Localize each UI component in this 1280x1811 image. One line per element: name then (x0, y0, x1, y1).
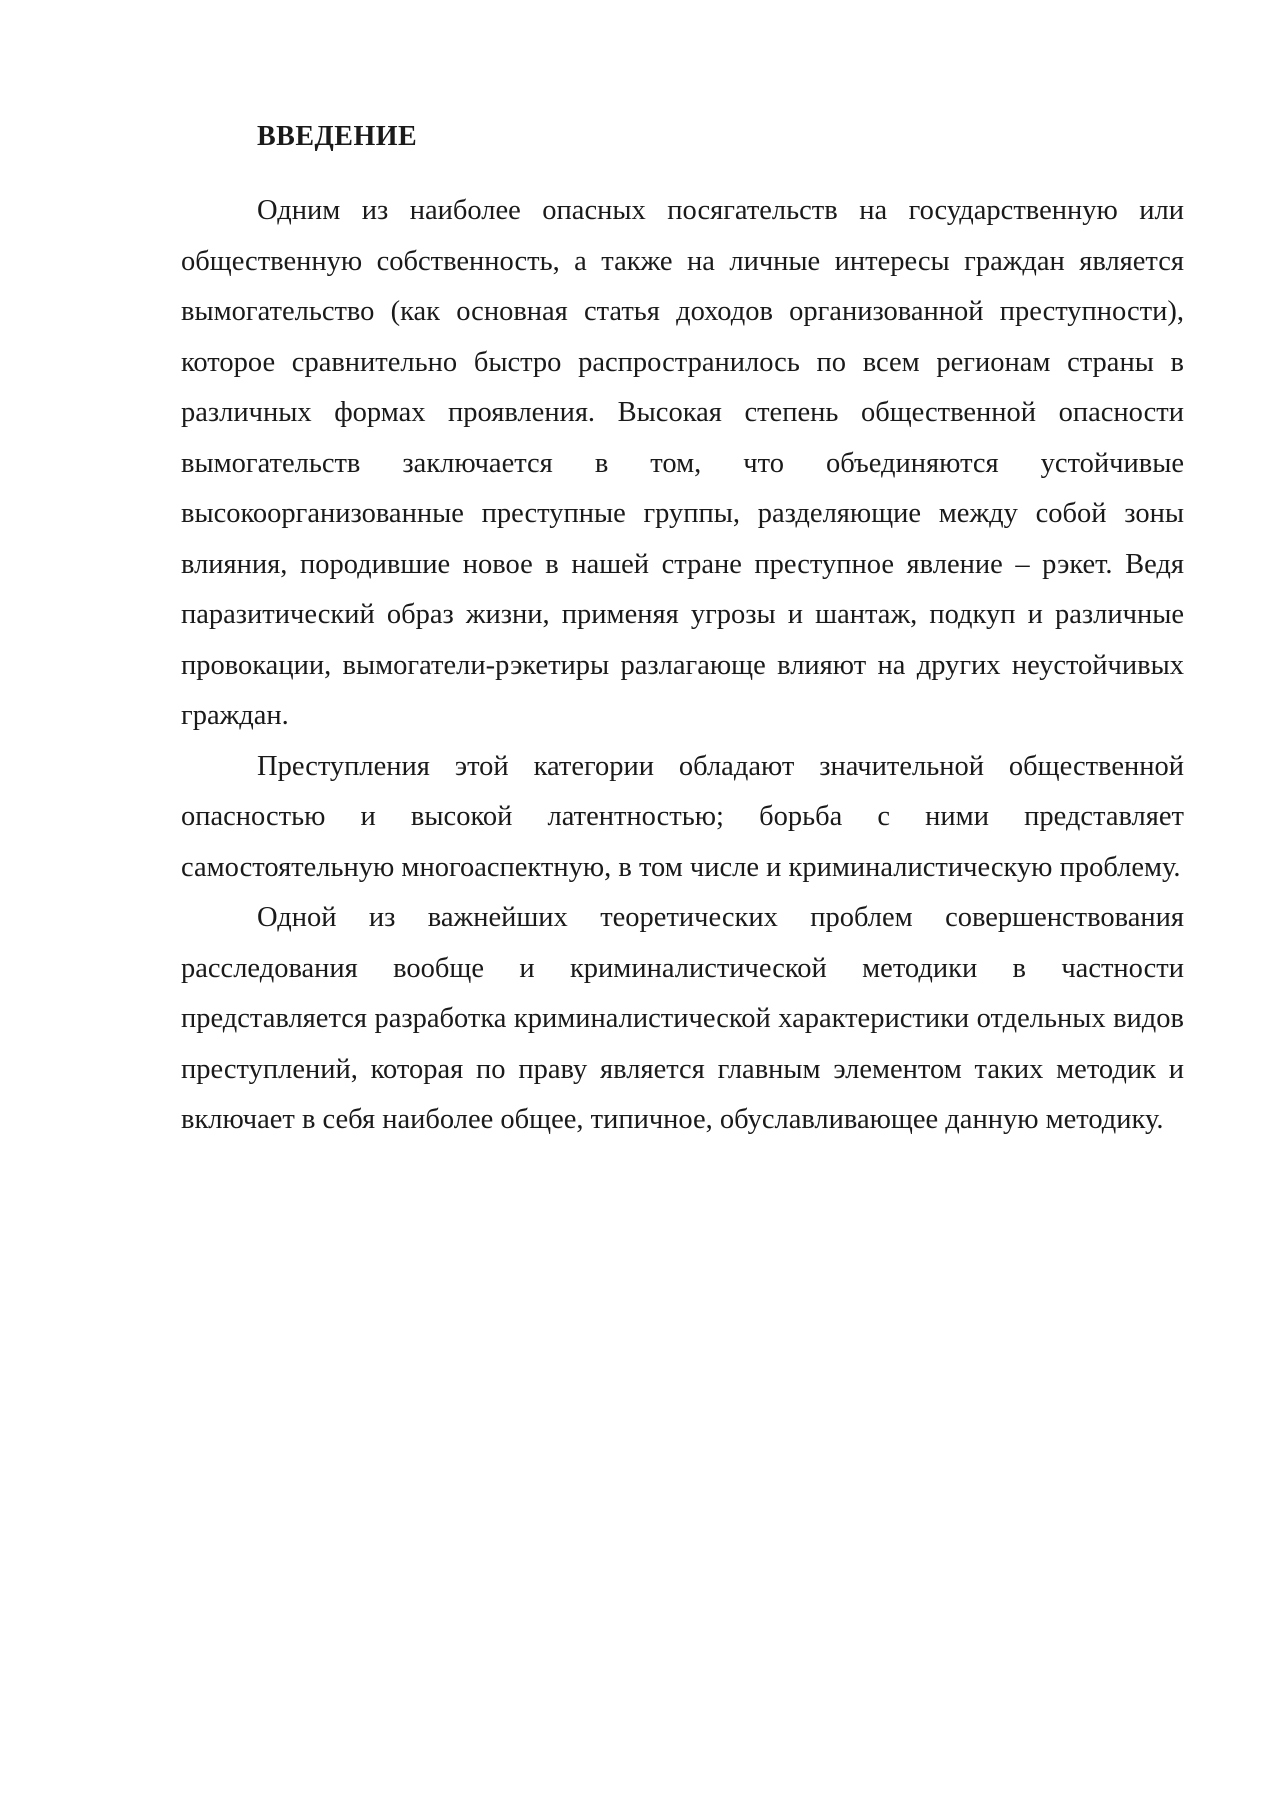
section-heading: ВВЕДЕНИЕ (257, 121, 418, 152)
document-body (181, 112, 1184, 1146)
paragraph-1: Одним из наиболее опасных посягательств на государственную или общественную собственность, а также на личные интересы граждан является вымогательство (как основная статья доходов организованной преступности), которое сравнительно быстро распространилось по всем регионам страны в различных формах проявления. Высокая степень общественной опасности вымогательств заключается в том, что объединяются устойчивые высокоорганизованные преступные группы, разделяющие между собой зоны влияния, породившие новое в нашей стране преступное явление – рэкет. Ведя паразитический образ жизни, применяя угрозы и шантаж, подкуп и различные провокации, вымогатели-рэкетиры разлагающе влияют на других неустойчивых граждан. (181, 195, 1184, 731)
paragraph-2: Преступления этой категории обладают значительной общественной опасностью и высокой латентностью; борьба с ними представляет самостоятельную многоаспектную, в том числе и криминалистическую проблему. (181, 750, 1184, 883)
paragraph-3: Одной из важнейших теоретических проблем совершенствования расследования вообще и криминалистической методики в частности представляется разработка криминалистической характеристики отдельных видов преступлений, которая по праву является главным элементом таких методик и включает в себя наиболее общее, типичное, обуславливающее данную методику. (181, 902, 1184, 1135)
